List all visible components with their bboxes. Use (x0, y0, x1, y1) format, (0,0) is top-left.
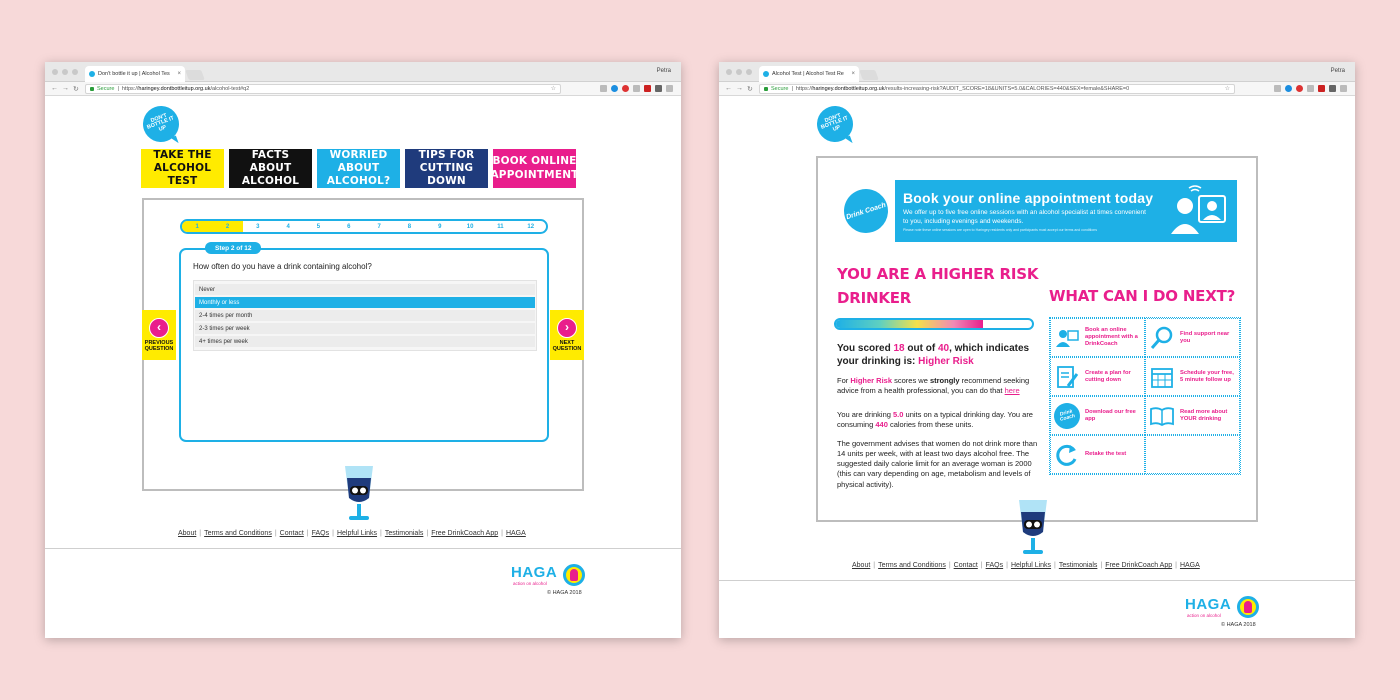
haga-name: HAGA (511, 564, 558, 581)
toolbar (45, 82, 681, 96)
nav-facts[interactable]: FACTS ABOUT ALCOHOL (229, 149, 312, 188)
back-icon[interactable]: ← (725, 85, 732, 92)
browser-window-results (719, 62, 1355, 638)
footer-helpful-links[interactable]: Helpful Links (336, 530, 378, 537)
step-4[interactable]: 4 (286, 223, 290, 230)
result-heading: YOU ARE A HIGHER RISK DRINKER (837, 265, 1039, 307)
address-bar[interactable]: Secure | https:// haringey.dontbottleitup.org.uk /alcohol-test#q2 ☆ (85, 84, 561, 94)
profile-name[interactable]: Petra (656, 68, 671, 74)
lock-icon (90, 87, 94, 91)
close-tab-icon[interactable]: × (851, 71, 855, 77)
step-1[interactable]: 1 (182, 221, 212, 232)
action-read-more[interactable]: Read more about YOUR drinking (1145, 396, 1240, 435)
url-path: /alcohol-test#q2 (210, 86, 250, 92)
step-10[interactable]: 10 (466, 223, 474, 230)
footer-terms[interactable]: Terms and Conditions (204, 530, 272, 537)
step-8[interactable]: 8 (407, 223, 412, 230)
footer-terms[interactable]: Terms and Conditions (878, 562, 946, 569)
window-controls[interactable] (726, 69, 752, 75)
previous-label: PREVIOUS QUESTION (144, 339, 174, 352)
test-panel (142, 198, 584, 491)
url-prefix: https:// (121, 86, 139, 92)
footer-divider (719, 580, 1355, 581)
step-progress (180, 219, 548, 234)
footer-testimonials[interactable]: Testimonials (1058, 562, 1098, 569)
forward-icon[interactable]: → (62, 85, 69, 92)
advice-paragraph: For Higher Risk scores we strongly recommend seeking advice from a health professional, you can do that here (837, 376, 1030, 396)
browser-tab[interactable] (759, 66, 859, 82)
close-tab-icon[interactable]: × (177, 71, 181, 77)
risk-level: Higher Risk (918, 355, 974, 367)
calendar-icon (1149, 364, 1175, 390)
chevron-left-icon: ‹ (149, 318, 169, 338)
footer-contact[interactable]: Contact (279, 530, 304, 537)
question-text: How often do you have a drink containing alcohol? (193, 262, 372, 271)
wine-glass-mascot-icon (339, 464, 379, 524)
step-label: Step 2 of 12 (205, 242, 261, 254)
copyright: © HAGA 2018 (547, 590, 582, 596)
option-4-plus-per-week[interactable]: 4+ times per week (195, 336, 535, 347)
refresh-icon (1054, 442, 1080, 468)
forward-icon[interactable]: → (736, 85, 743, 92)
next-steps-grid (1049, 317, 1241, 475)
units-value: 5.0 (893, 410, 904, 419)
footer-drinkcoach-app[interactable]: Free DrinkCoach App (431, 530, 499, 537)
footer-links: About | Terms and Conditions | Contact | FAQs | Helpful Links | Testimonials | Free DrinkCoach App | HAGA (852, 562, 1200, 569)
drinkcoach-icon: Drink Coach (1051, 400, 1083, 432)
haga-hand-icon (563, 564, 585, 586)
footer-faqs[interactable]: FAQs (311, 530, 330, 537)
risk-meter-fill (836, 320, 983, 328)
chevron-right-icon: › (557, 318, 577, 338)
units-paragraph: You are drinking 5.0 units on a typical drinking day. You are consuming 440 calories from these units. (837, 410, 1033, 430)
action-download-app[interactable]: Drink Coach Download our free app (1050, 396, 1145, 435)
nav-book-online[interactable]: BOOK ONLINE APPOINTMENT (493, 149, 576, 188)
answer-options (193, 280, 537, 351)
step-2[interactable]: 2 (212, 221, 242, 232)
browser-window-alcohol-test (45, 62, 681, 638)
step-3[interactable]: 3 (256, 223, 260, 230)
score-max: 40 (937, 343, 950, 354)
footer-haga[interactable]: HAGA (1179, 562, 1200, 569)
action-find-support[interactable]: Find support near you (1145, 318, 1240, 357)
here-link[interactable]: here (1004, 386, 1020, 396)
secure-label: Secure (771, 86, 789, 92)
back-icon[interactable]: ← (51, 85, 58, 92)
url-prefix: https:// (795, 86, 813, 92)
toolbar (719, 82, 1355, 96)
empty-cell (1145, 435, 1240, 474)
option-2-4-per-month[interactable]: 2-4 times per month (195, 310, 535, 321)
haga-tagline: action on alcohol (1187, 613, 1221, 618)
extension-icons[interactable] (1274, 85, 1347, 92)
secure-label: Secure (97, 86, 115, 92)
tab-bar (45, 62, 681, 82)
haga-name: HAGA (1185, 596, 1232, 613)
search-icon (1149, 325, 1175, 351)
step-5[interactable]: 5 (316, 223, 321, 230)
tab-title: Don't bottle it up | Alcohol Tes (98, 71, 170, 77)
tab-bar (719, 62, 1355, 82)
previous-question-button[interactable] (142, 310, 176, 360)
nav-tips[interactable]: TIPS FOR CUTTING DOWN (405, 149, 488, 188)
nav-worried[interactable]: WORRIED ABOUT ALCOHOL? (317, 149, 400, 188)
plan-icon (1054, 364, 1080, 390)
lock-icon (764, 87, 768, 91)
extension-icons[interactable] (600, 85, 673, 92)
footer-faqs[interactable]: FAQs (985, 562, 1004, 569)
results-panel (816, 156, 1258, 522)
favicon-icon (763, 71, 769, 77)
option-2-3-per-week[interactable]: 2-3 times per week (195, 323, 535, 334)
url-host: haringey.dontbottleitup.org.uk (812, 86, 885, 92)
next-question-button[interactable] (550, 310, 584, 360)
reload-icon[interactable]: ↻ (73, 85, 79, 93)
step-6[interactable]: 6 (347, 223, 351, 230)
favicon-icon (89, 71, 95, 77)
haga-logo[interactable] (511, 564, 591, 600)
action-create-plan[interactable]: Create a plan for cutting down (1050, 357, 1145, 396)
next-label: NEXT QUESTION (552, 339, 582, 352)
banner-fine-print: Please note these online sessions are open to Haringey residents only and participants must accept our terms and conditions (903, 227, 1097, 232)
banner-body: We offer up to five free online sessions with an alcohol specialist at times convenient to you, including evenings and weekends. (903, 209, 1146, 225)
risk-meter (834, 318, 1034, 330)
video-call-illustration-icon (1169, 184, 1229, 238)
footer-about[interactable]: About (178, 530, 197, 537)
option-never[interactable]: Never (195, 284, 535, 295)
banner-title: Book your online appointment today (903, 190, 1154, 207)
copyright: © HAGA 2018 (1221, 622, 1256, 628)
footer-testimonials[interactable]: Testimonials (384, 530, 424, 537)
score-value: 18 (893, 343, 905, 354)
appointment-icon (1054, 325, 1080, 351)
nav-take-test[interactable]: TAKE THE ALCOHOL TEST (141, 149, 224, 188)
main-nav (141, 148, 579, 188)
window-controls[interactable] (52, 69, 78, 75)
next-steps-heading: WHAT CAN I DO NEXT? (1049, 287, 1236, 305)
bookmark-star-icon[interactable]: ☆ (550, 86, 556, 92)
haga-hand-icon (1237, 596, 1259, 618)
book-icon (1149, 403, 1175, 429)
new-tab-button[interactable] (859, 70, 879, 80)
haga-tagline: action on alcohol (513, 581, 547, 586)
footer-helpful-links[interactable]: Helpful Links (1010, 562, 1052, 569)
reload-icon[interactable]: ↻ (747, 85, 753, 93)
wine-glass-mascot-icon (1013, 498, 1053, 558)
action-book-appointment[interactable]: Book an online appointment with a DrinkCoach (1050, 318, 1145, 357)
step-11[interactable]: 11 (497, 223, 504, 230)
score-summary: You scored 18 out of 40, which indicates your drinking is: Higher Risk (837, 343, 1030, 367)
dont-bottle-it-up-logo[interactable]: DON'T BOTTLE IT UP (138, 101, 184, 147)
footer-divider (45, 548, 681, 549)
footer-contact[interactable]: Contact (953, 562, 978, 569)
footer-links: About | Terms and Conditions | Contact | FAQs | Helpful Links | Testimonials | Free DrinkCoach App | HAGA (178, 530, 526, 537)
question-box (179, 244, 549, 442)
step-7[interactable]: 7 (377, 223, 381, 230)
step-12[interactable]: 12 (527, 223, 535, 230)
action-schedule-follow-up[interactable]: Schedule your free, 5 minute follow up (1145, 357, 1240, 396)
footer-haga[interactable]: HAGA (505, 530, 526, 537)
dont-bottle-it-up-logo[interactable]: DON'T BOTTLE IT UP (812, 101, 858, 147)
new-tab-button[interactable] (185, 70, 205, 80)
guidance-paragraph: The government advises that women do not drink more than 14 units per week, with at least two days alcohol free. The suggested daily calorie limit for an average woman is 2000 (this can vary depending on age, metabolism and levels of physical activity). (837, 439, 1038, 489)
url-host: haringey.dontbottleitup.org.uk (138, 86, 211, 92)
step-9[interactable]: 9 (438, 223, 442, 230)
footer-about[interactable]: About (852, 562, 871, 569)
profile-name[interactable]: Petra (1330, 68, 1345, 74)
haga-logo[interactable] (1185, 596, 1265, 632)
drinkcoach-logo: Drink Coach (838, 183, 893, 238)
calories-value: 440 (875, 420, 888, 430)
footer-drinkcoach-app[interactable]: Free DrinkCoach App (1105, 562, 1173, 569)
appointment-banner[interactable] (837, 180, 1237, 242)
tab-title: Alcohol Test | Alcohol Test Re (772, 71, 844, 77)
option-monthly-or-less[interactable]: Monthly or less (195, 297, 535, 308)
browser-tab[interactable] (85, 66, 185, 82)
address-bar[interactable]: Secure | https:// haringey.dontbottleitup.org.uk /results-increasing-risk?AUDIT_SCORE=18&UNITS=5.0&CALORIES=440&SEX=female&SHARE=0 ☆ (759, 84, 1235, 94)
action-retake-test[interactable]: Retake the test (1050, 435, 1145, 474)
bookmark-star-icon[interactable]: ☆ (1224, 86, 1230, 92)
url-path: /results-increasing-risk?AUDIT_SCORE=18&UNITS=5.0&CALORIES=440&SEX=female&SHARE=0 (884, 86, 1130, 92)
